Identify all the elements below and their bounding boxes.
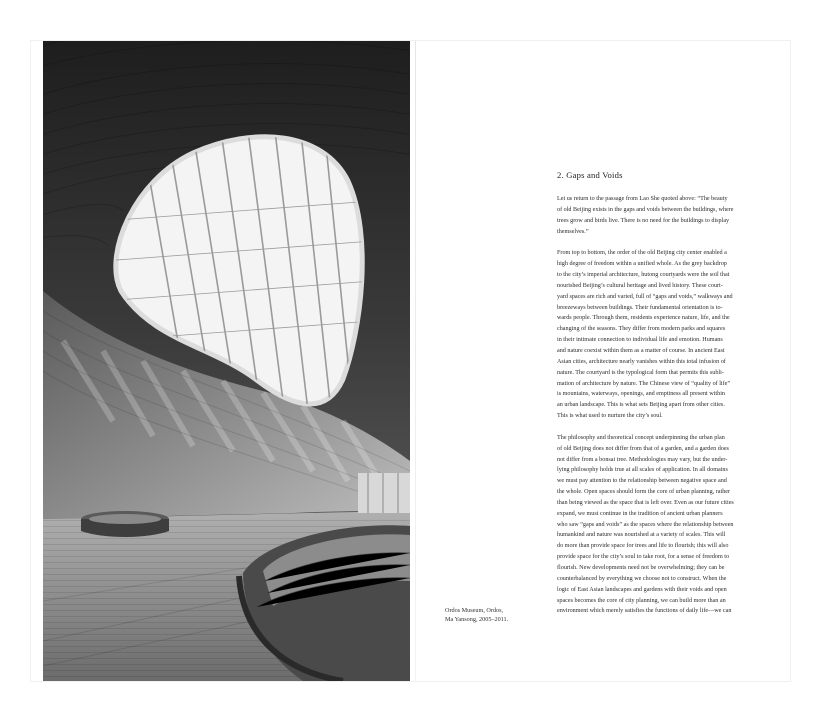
paragraph-line: trees grow and birds live. There is no need for the buildings to display [557,217,730,224]
paragraph-line: provide space for the city’s soul to take root, for a sense of freedom to [557,554,730,561]
paragraph-line: is mountains, waterways, openings, and emptiness all present within [557,391,725,398]
figure-caption [445,607,525,624]
paragraph-line: Let us return to the passage from Lao She quoted above: “The beauty [557,196,728,202]
paragraph-line: The philosophy and theoretical concept underpinning the urban plan [557,434,725,441]
paragraph-line: counterbalanced by everything we choose not to construct. When the [557,575,727,582]
paragraph-line: do more than provide space for trees and life to flourish; this will also [557,543,729,550]
museum-photograph [43,41,410,681]
section-heading: 2. Gaps and Voids [557,170,623,180]
paragraph [557,433,785,617]
paragraph-line: This is what used to nurture the city’s soul. [557,413,663,420]
paragraph-line: Asian cities, architecture nearly vanishes within this total infusion of [557,358,726,365]
caption-line: Ma Yansong, 2005–2011. [445,615,509,623]
museum-interior-image [43,41,410,681]
caption-line: Ordos Museum, Ordos, [445,607,504,614]
paragraph-line: spaces becomes the core of city planning, we can build more than an [557,597,726,604]
paragraph-line: From top to bottom, the order of the old Beijing city center enabled a [557,250,727,257]
paragraph-line: yard spaces are rich and varied, full of “gaps and voids,” walkways and [557,293,733,300]
paragraph-line: wards people. Through them, residents experience nature, life, and the [557,315,730,322]
paragraph-line: expand, we must continue in the tradition of ancient urban planners [557,510,723,517]
paragraph-line: changing of the seasons. They differ from modern parks and squares [557,326,726,333]
paragraph [557,194,785,237]
paragraph-line: and nature coexist within them as a matter of course. In ancient East [557,347,725,354]
paragraph-line: to the city’s imperial architecture, hutong courtyards were the soil that [557,272,730,279]
paragraph-line: than being viewed as the space that is left over. Even as our future cities [557,499,734,506]
book-spread [31,41,790,681]
paragraph-line: we must pay attention to the relationship between negative space and [557,478,727,485]
paragraph-line: not differ from a bonsai tree. Methodologies may vary, but the under- [557,456,728,463]
paragraph-line: humankind and nature was nourished at a variety of scales. This will [557,532,726,539]
paragraph-line: who saw “gaps and voids” as the spaces where the relationship between [557,521,734,528]
paragraph-line: breezeways between buildings. Their fundamental orientation is to- [557,304,723,311]
paragraph-line: environment which merely satisfies the functions of daily life—we can [557,608,732,615]
paragraph-line: mation of architecture by nature. The Chinese view of “quality of life” [557,380,731,387]
paragraph-line: in their intimate connection to individual life and emotion. Humans [557,337,723,344]
text-column [557,170,785,628]
paragraph-line: an urban landscape. This is what sets Beijing apart from other cities. [557,402,725,409]
paragraph-line: logic of East Asian landscapes and gardens with their voids and open [557,586,727,593]
paragraph-line: nourished Beijing’s cultural heritage and lived history. These court- [557,282,723,289]
paragraph-line: of old Beijing exists in the gaps and voids between the buildings, where [557,206,734,213]
paragraph-line: the whole. Open spaces should form the core of urban planning, rather [557,489,731,496]
paragraph-line: of old Beijing does not differ from that of a garden, and a garden does [557,445,729,452]
paragraph-line: themselves.” [557,228,589,235]
paragraph-line: flourish. New developments need not be overwhelming; they can be [557,565,725,571]
paragraph [557,248,785,422]
paragraph-line: nature. The courtyard is the typological form that permits this subli- [557,369,724,376]
page-gutter [415,41,416,681]
paragraph-line: high degree of freedom within a unified whole. As the grey backdrop [557,261,727,268]
paragraph-line: lying philosophy holds true at all scales of application. In all domains [557,467,728,474]
